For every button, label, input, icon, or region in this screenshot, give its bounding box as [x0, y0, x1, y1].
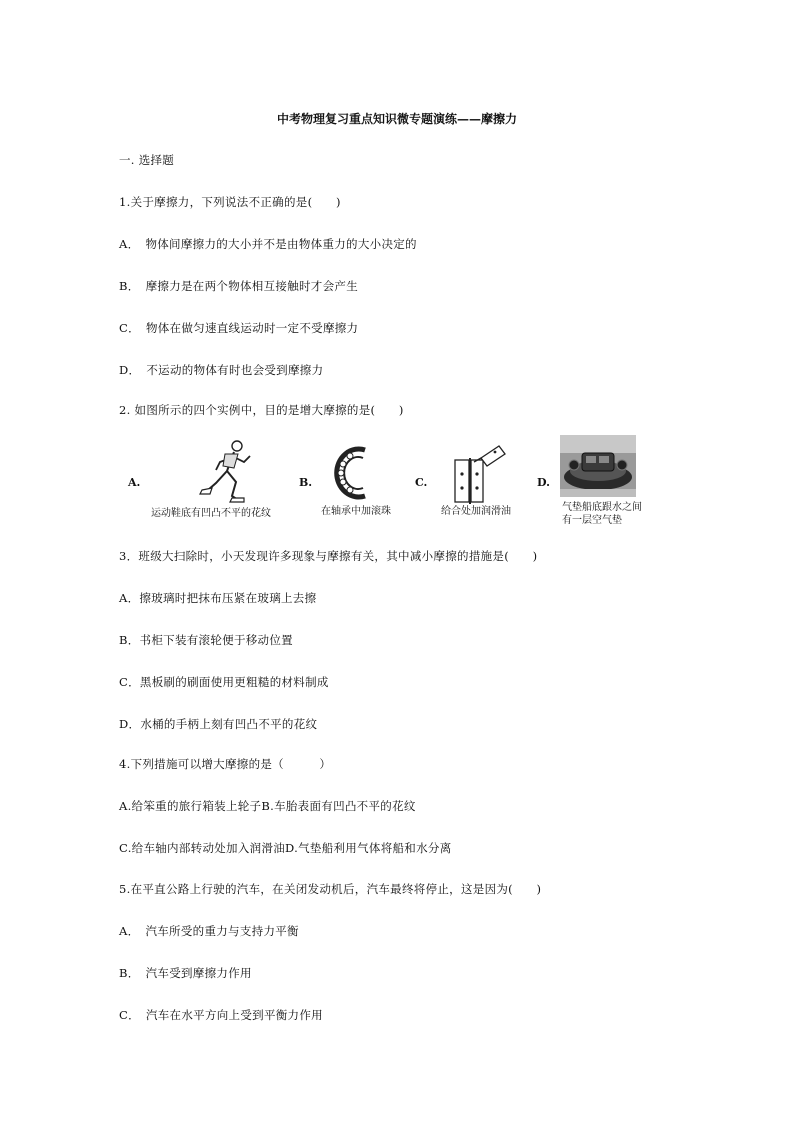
figure-d-caption-line2: 有一层空气垫 [562, 515, 622, 526]
section-heading: 一. 选择题 [119, 153, 175, 167]
page-title: 中考物理复习重点知识微专题演练——摩擦力 [276, 112, 517, 126]
figure-d-letter: D. [537, 476, 550, 489]
q4-stem: 4.下列措施可以增大摩擦的是（ ） [119, 757, 332, 771]
q1-option-d: D． 不运动的物体有时也会受到摩擦力 [119, 363, 324, 377]
q4-option-cd: C.给车轴内部转动处加入润滑油D.气垫船利用气体将船和水分离 [119, 841, 452, 855]
q5-option-c: C． 汽车在水平方向上受到平衡力作用 [119, 1008, 323, 1022]
q1-option-b: B． 摩擦力是在两个物体相互接触时才会产生 [119, 279, 358, 293]
figure-b-caption: 在轴承中加滚珠 [321, 506, 391, 517]
figure-c-letter: C. [415, 476, 428, 489]
q5-option-a: A． 汽车所受的重力与支持力平衡 [119, 924, 299, 938]
figure-b-letter: B. [299, 476, 313, 489]
ball-bearing-icon [333, 442, 373, 504]
figure-a-letter: A. [128, 476, 141, 489]
q3-option-b: B．书柜下装有滚轮便于移动位置 [119, 633, 293, 647]
q1-option-c: C． 物体在做匀速直线运动时一定不受摩擦力 [119, 321, 359, 335]
q2-figure-row [119, 432, 679, 532]
running-man-icon [194, 438, 264, 506]
q4-option-ab: A.给笨重的旅行箱装上轮子B.车胎表面有凹凸不平的花纹 [119, 799, 416, 813]
q5-stem: 5.在平直公路上行驶的汽车，在关闭发动机后，汽车最终将停止，这是因为( ) [119, 882, 542, 896]
oil-can-hinge-icon [449, 440, 509, 506]
q1-option-a: A． 物体间摩擦力的大小并不是由物体重力的大小决定的 [119, 237, 417, 251]
q3-option-a: A．擦玻璃时把抹布压紧在玻璃上去擦 [119, 591, 317, 605]
q3-option-c: C．黑板刷的刷面使用更粗糙的材料制成 [119, 675, 329, 689]
figure-a-caption: 运动鞋底有凹凸不平的花纹 [151, 508, 271, 519]
figure-d-caption-line1: 气垫船底跟水之间 [562, 502, 642, 513]
q3-stem: 3．班级大扫除时，小天发现许多现象与摩擦有关，其中减小摩擦的措施是( ) [119, 549, 538, 563]
q1-stem: 1.关于摩擦力，下列说法不正确的是( ) [119, 195, 341, 209]
hovercraft-photo-icon [560, 435, 636, 497]
q5-option-b: B． 汽车受到摩擦力作用 [119, 966, 252, 980]
q3-option-d: D．水桶的手柄上刻有凹凸不平的花纹 [119, 717, 318, 731]
q2-stem: 2. 如图所示的四个实例中，目的是增大摩擦的是( ) [119, 403, 404, 417]
figure-c-caption: 给合处加润滑油 [441, 506, 511, 517]
